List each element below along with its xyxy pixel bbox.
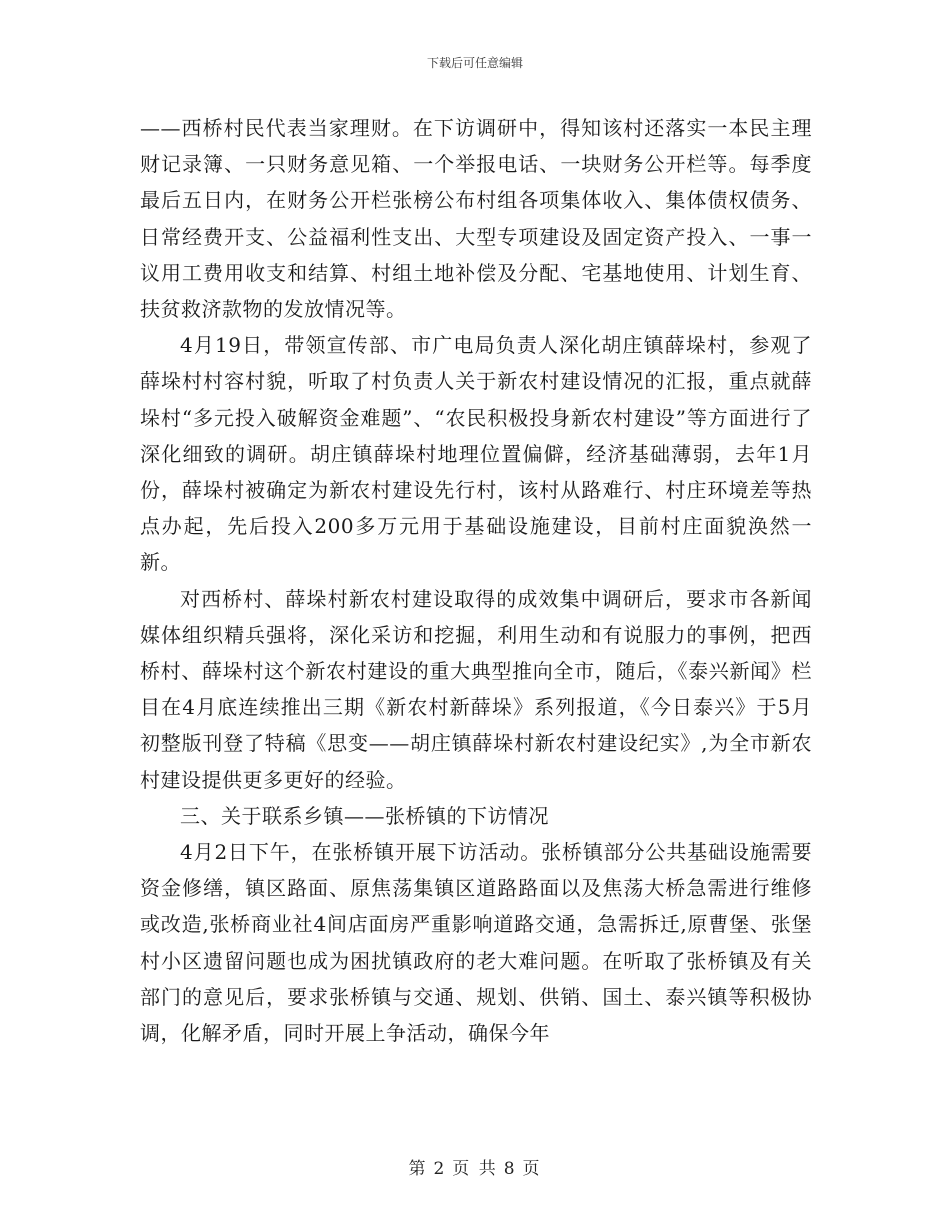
paragraph-4: 4月2日下午，在张桥镇开展下访活动。张桥镇部分公共基础设施需要资金修缮，镇区路面、原焦荡集镇区道路路面以及焦荡大桥急需进行维修或改造,张桥商业社4间店面房严重影响道路交通，急需拆迁,原曹堡、张堡村小区遗留问题也成为困扰镇政府的老大难问题。在听取了张桥镇及有关部门的意见后，要求张桥镇与交通、规划、供销、国土、泰兴镇等积极协调，化解矛盾，同时开展上争活动，确保今年 bbox=[140, 840, 812, 1046]
page-footer bbox=[0, 1154, 950, 1179]
total-page-number: 8 bbox=[503, 1159, 517, 1179]
paragraph-2: 4月19日，带领宣传部、市广电局负责人深化胡庄镇薛垛村，参观了薛垛村村容村貌，听取了村负责人关于新农村建设情况的汇报，重点就薛垛村“多元投入破解资金难题”、“农民积极投身新农村建设”等方面进行了深化细致的调研。胡庄镇薛垛村地理位置偏僻，经济基础薄弱，去年1月份，薛垛村被确定为新农村建设先行村，该村从路难行、村庄环境差等热点办起，先后投入200多万元用于基础设施建设，目前村庄面貌涣然一新。 bbox=[140, 333, 812, 575]
paragraph-3: 对西桥村、薛垛村新农村建设取得的成效集中调研后，要求市各新闻媒体组织精兵强将，深化采访和挖掘，利用生动和有说服力的事例，把西桥村、薛垛村这个新农村建设的重大典型推向全市，随后，《泰兴新闻》栏目在4月底连续推出三期《新农村新薛垛》系列报道，《今日泰兴》于5月初整版刊登了特稿《思变——胡庄镇薛垛村新农村建设纪实》,为全市新农村建设提供更多更好的经验。 bbox=[140, 586, 812, 792]
footer-middle: 页 共 bbox=[452, 1159, 498, 1179]
page-header: 下载后可任意编辑 bbox=[426, 56, 523, 70]
document-body bbox=[140, 110, 812, 1051]
footer-prefix: 第 bbox=[408, 1159, 428, 1179]
current-page-number: 2 bbox=[433, 1159, 447, 1179]
section-heading: 三、关于联系乡镇——张桥镇的下访情况 bbox=[180, 803, 549, 828]
paragraph-1: ——西桥村民代表当家理财。在下访调研中，得知该村还落实一本民主理财记录簿、一只财务意见箱、一个举报电话、一块财务公开栏等。每季度最后五日内，在财务公开栏张榜公布村组各项集体收入、集体债权债务、日常经费开支、公益福利性支出、大型专项建设及固定资产投入、一事一议用工费用收支和结算、村组土地补偿及分配、宅基地使用、计划生育、扶贫救济款物的发放情况等。 bbox=[140, 116, 812, 322]
footer-suffix: 页 bbox=[522, 1159, 542, 1179]
